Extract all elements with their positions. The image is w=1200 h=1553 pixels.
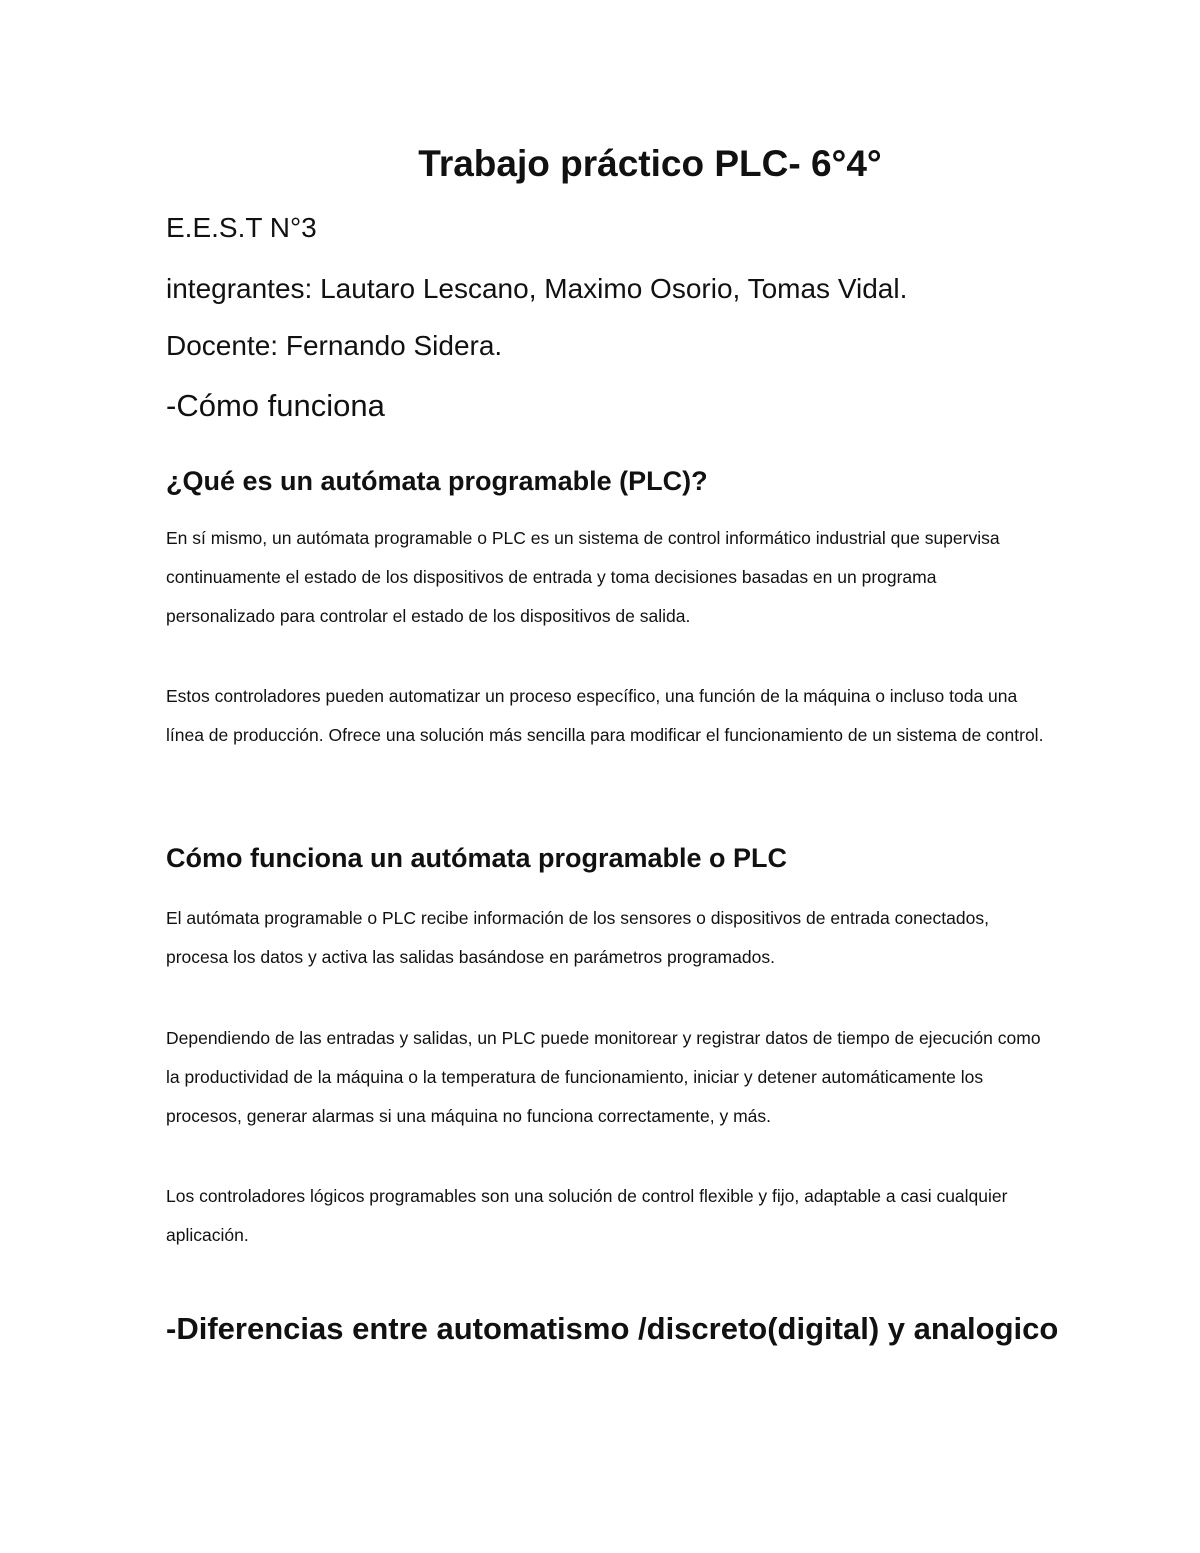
document-title: Trabajo práctico PLC- 6°4° — [418, 143, 882, 184]
section-heading-diferencias: -Diferencias entre automatismo /discreto(digital) y analogico — [166, 1311, 1059, 1346]
paragraph-plc-monitoring: Dependiendo de las entradas y salidas, un PLC puede monitorear y registrar datos de tiempo de ejecución como la productividad de la máquina o la temperatura de funcionamiento, iniciar y detener automáticamente los procesos, generar alarmas si una máquina no funciona correctamente, y más. — [166, 1028, 1041, 1126]
school-name: E.E.S.T N°3 — [166, 212, 317, 243]
paragraph-plc-flexible: Los controladores lógicos programables son una solución de control flexible y fijo, adaptable a casi cualquier aplicación. — [166, 1186, 1008, 1245]
teacher-line: Docente: Fernando Sidera. — [166, 330, 503, 361]
section-heading-como-funciona-plc: Cómo funciona un autómata programable o PLC — [166, 843, 788, 873]
section-heading-como-funciona: -Cómo funciona — [166, 388, 385, 423]
paragraph-plc-definition: En sí mismo, un autómata programable o PLC es un sistema de control informático industrial que supervisa continuamente el estado de los dispositivos de entrada y toma decisiones basadas en un programa personalizado para controlar el estado de los dispositivos de salida. — [166, 528, 1000, 626]
paragraph-plc-automation: Estos controladores pueden automatizar un proceso específico, una función de la máquina o incluso toda una línea de producción. Ofrece una solución más sencilla para modificar el funcionamiento de un sistema de control. — [166, 686, 1044, 745]
paragraph-plc-inputs: El autómata programable o PLC recibe información de los sensores o dispositivos de entrada conectados, procesa los datos y activa las salidas basándose en parámetros programados. — [166, 908, 989, 967]
section-heading-que-es-plc: ¿Qué es un autómata programable (PLC)? — [166, 466, 708, 496]
members-line: integrantes: Lautaro Lescano, Maximo Osorio, Tomas Vidal. — [166, 273, 908, 304]
